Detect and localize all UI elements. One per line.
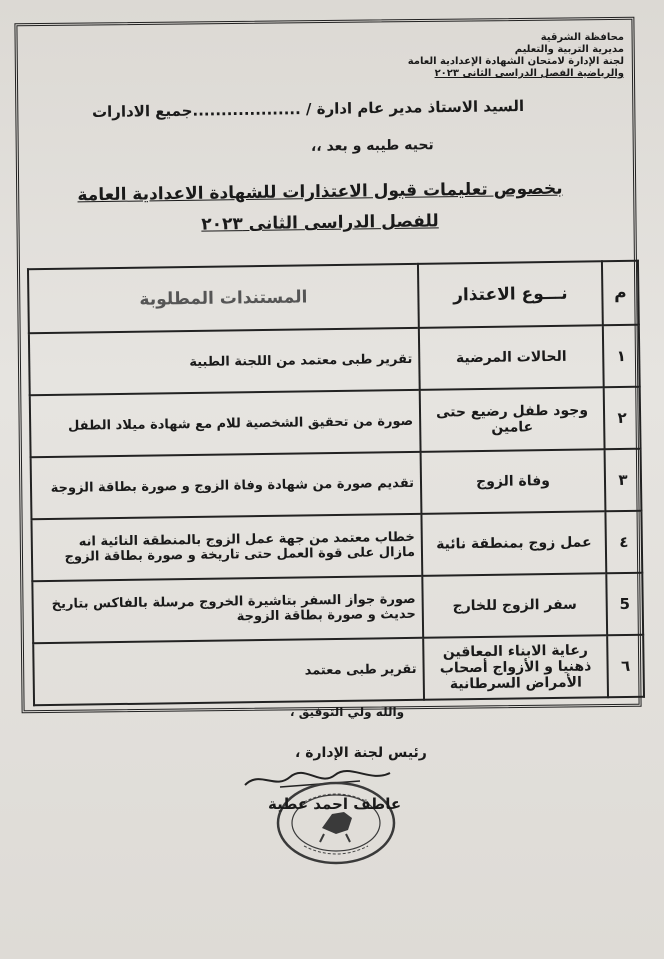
row-required-documents: تقرير طبى معتمد: [33, 638, 424, 705]
row-excuse-type: عمل زوج بمنطقة نائية: [421, 511, 606, 576]
row-number: ٤: [605, 511, 642, 573]
row-excuse-type: سفر الزوج للخارج: [422, 573, 607, 638]
addressee-line: السيد الاستاذ مدير عام ادارة / ...................جميع الادارات: [91, 96, 525, 122]
row-excuse-type: وفاة الزوج: [421, 449, 606, 514]
row-excuse-type: وجود طفل رضيع حتى عامين: [420, 387, 605, 452]
table-row: [33, 635, 644, 706]
row-number: ٢: [604, 387, 641, 449]
row-number: ٦: [607, 635, 644, 697]
directorate-line: مديرية التربية والتعليم: [514, 44, 624, 55]
row-excuse-type: رعاية الابناء المعاقين ذهنيا و الأزواج أصحاب الأمراض السرطانية: [423, 635, 608, 700]
row-excuse-type: الحالات المرضية: [419, 325, 604, 390]
row-required-documents: تقديم صورة من شهادة وفاة الزوج و صورة بطاقة الزوجة: [31, 452, 422, 519]
excuses-table: [27, 260, 645, 707]
signatory-name: عاطف احمد عطية: [268, 795, 402, 813]
row-required-documents: صورة من تحقيق الشخصية للام مع شهادة ميلاد الطفل: [30, 390, 421, 457]
row-required-documents: تقرير طبى معتمد من اللجنة الطبية: [29, 328, 420, 395]
term-line: والرياضية الفصل الدراسى الثانى ٢٠٢٣: [434, 68, 624, 79]
row-required-documents: خطاب معتمد من جهة عمل الزوج بالمنطقة النائية انه مازال على قوة العمل حتى تاريخة و صورة بطاقة الزوج: [31, 514, 422, 581]
table-row: [31, 511, 642, 582]
signatory-title: رئيس لجنة الإدارة ،: [295, 745, 427, 761]
row-required-documents: صورة جواز السفر بتاشيرة الخروج مرسلة بالفاكس بتاريخ حديث و صورة بطاقة الزوجة: [32, 576, 423, 643]
header-required-documents: المستندات المطلوبة: [28, 264, 419, 333]
row-number: ٣: [605, 449, 642, 511]
subject-text-1: بخصوص تعليمات قبول الاعتذارات للشهادة الاعدادية العامة: [77, 178, 563, 206]
table-row: [31, 449, 642, 520]
header-number: م: [602, 261, 639, 325]
issuing-authority: [344, 32, 624, 80]
committee-line: لجنة الإدارة لامتحان الشهادة الإعدادية العامة: [407, 56, 624, 67]
closing-line: والله ولي التوفيق ،: [290, 705, 405, 719]
table-row: [30, 387, 641, 458]
table-header-row: [28, 261, 639, 334]
official-seal-stamp: [274, 778, 399, 868]
subject-text-2: للفصل الدراسى الثانى ٢٠٢٣: [201, 211, 439, 235]
governorate-line: محافظة الشرقية: [540, 32, 624, 43]
table-row: [32, 573, 643, 644]
row-number: ١: [603, 325, 640, 387]
greeting-line: تحيه طيبه و بعد ،،: [311, 137, 435, 155]
header-excuse-type: نـــوع الاعتذار: [418, 261, 603, 328]
row-number: 5: [606, 573, 643, 635]
table-row: [29, 325, 640, 396]
